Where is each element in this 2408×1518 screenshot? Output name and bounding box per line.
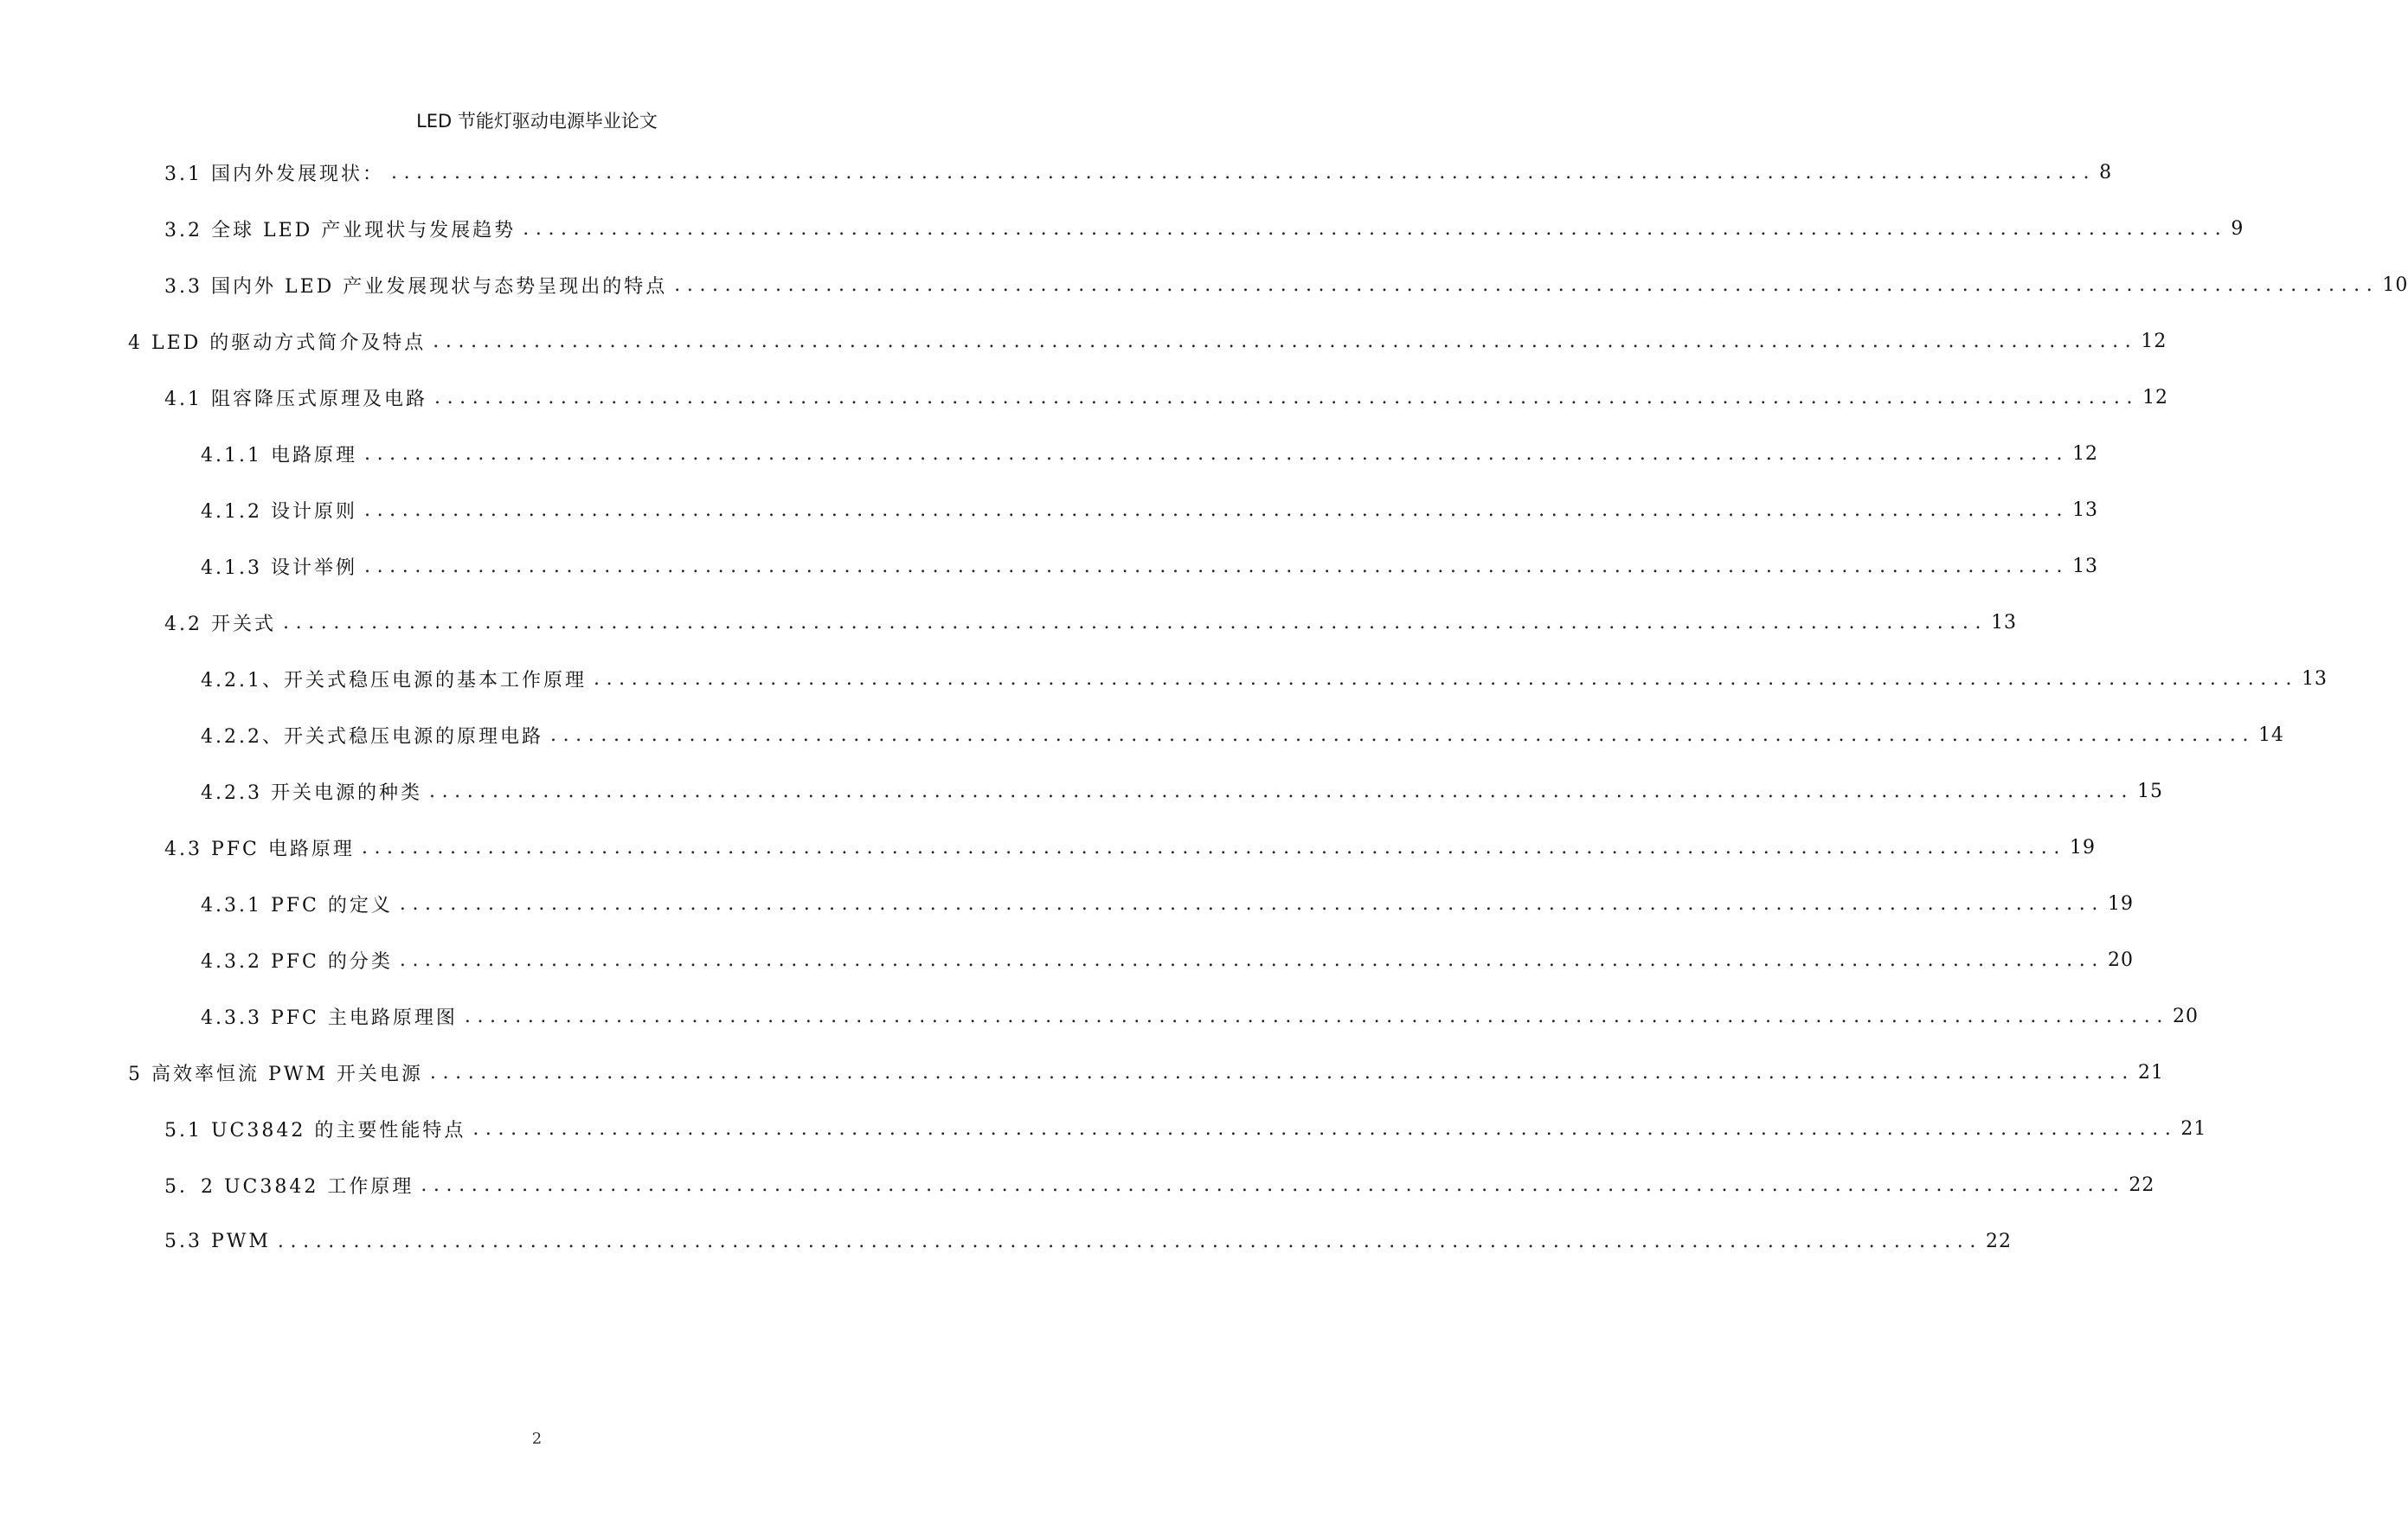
toc-entry-page: 20	[2107, 949, 2134, 971]
running-header: LED 节能灯驱动电源毕业论文	[416, 111, 658, 132]
toc-entry-page: 13	[2072, 555, 2099, 577]
toc-entry-page: 13	[2072, 498, 2099, 521]
toc-entry[interactable]	[201, 664, 2328, 693]
toc-entry-label: 4.3 PFC 电路原理	[164, 838, 355, 860]
toc-entry-page: 14	[2258, 724, 2285, 746]
dot-leader: .......................................................................................................................................	[277, 1230, 1982, 1252]
toc-entry-page: 21	[2180, 1117, 2207, 1140]
dot-leader: .......................................................................................................................................	[674, 273, 2379, 296]
toc-entry[interactable]	[164, 383, 2169, 412]
dot-leader: .......................................................................................................................................	[464, 1005, 2169, 1027]
toc-entry-page: 13	[2302, 667, 2328, 690]
toc-entry[interactable]	[201, 1001, 2199, 1031]
dot-leader: .......................................................................................................................................	[593, 667, 2299, 690]
dot-leader: .......................................................................................................................................	[363, 555, 2070, 577]
toc-entry-page: 8	[2099, 161, 2113, 183]
dot-leader: .......................................................................................................................................	[282, 611, 1988, 634]
dot-leader: .......................................................................................................................................	[390, 161, 2097, 183]
dot-leader: .......................................................................................................................................	[523, 217, 2228, 240]
toc-entry-label: 3.2 全球 LED 产业现状与发展趋势	[164, 219, 517, 241]
toc-entry-label: 4.3.2 PFC 的分类	[201, 950, 393, 973]
dot-leader: .......................................................................................................................................	[433, 330, 2138, 352]
toc-entry-label: 4.2.2、开关式稳压电源的原理电路	[201, 725, 543, 748]
toc-entry-label: 5.3 PWM	[164, 1230, 271, 1252]
toc-entry[interactable]	[164, 608, 2018, 637]
toc-entry[interactable]	[164, 1226, 2012, 1256]
toc-entry-page: 10	[2382, 273, 2408, 296]
toc-entry[interactable]	[201, 945, 2134, 974]
dot-leader: .......................................................................................................................................	[549, 724, 2256, 746]
toc-entry-label: 4.2.1、开关式稳压电源的基本工作原理	[201, 669, 587, 691]
toc-entry[interactable]	[164, 270, 2408, 299]
toc-entry-label: 4.1 阻容降压式原理及电路	[164, 388, 427, 410]
toc-entry-page: 12	[2072, 442, 2099, 465]
toc-entry[interactable]	[201, 551, 2099, 581]
toc-entry-label: 4.1.2 设计原则	[201, 500, 357, 523]
toc-entry-label: 5.1 UC3842 的主要性能特点	[164, 1119, 466, 1142]
dot-leader: .......................................................................................................................................	[433, 386, 2140, 408]
dot-leader: .......................................................................................................................................	[363, 442, 2070, 465]
toc-entry-page: 12	[2142, 386, 2169, 408]
toc-entry-page: 19	[2069, 836, 2096, 859]
toc-entry-label: 4.3.3 PFC 主电路原理图	[201, 1007, 458, 1029]
toc-entry[interactable]	[164, 214, 2244, 243]
dot-leader: .......................................................................................................................................	[472, 1117, 2178, 1140]
toc-entry-label: 4.3.1 PFC 的定义	[201, 894, 393, 917]
toc-entry-page: 19	[2107, 892, 2134, 915]
toc-entry-label: 3.3 国内外 LED 产业发展现状与态势呈现出的特点	[164, 275, 668, 298]
toc-entry-page: 12	[2141, 330, 2167, 352]
toc-entry-label: 4 LED 的驱动方式简介及特点	[128, 331, 427, 354]
toc-entry-label: 4.1.1 电路原理	[201, 444, 357, 466]
dot-leader: .......................................................................................................................................	[399, 949, 2104, 971]
toc-entry-label: 4.2 开关式	[164, 613, 276, 635]
toc-entry[interactable]	[164, 158, 2113, 187]
toc-entry-page: 22	[2129, 1174, 2155, 1196]
dot-leader: .......................................................................................................................................	[363, 498, 2070, 521]
toc-entry-page: 9	[2231, 217, 2244, 240]
dot-leader: .......................................................................................................................................	[399, 892, 2104, 915]
toc-entry-label: 5 高效率恒流 PWM 开关电源	[128, 1063, 423, 1085]
toc-entry[interactable]	[201, 889, 2134, 918]
toc-entry-label: 4.1.3 设计举例	[201, 556, 357, 579]
toc-entry-label: 5．2 UC3842 工作原理	[164, 1175, 414, 1198]
toc-entry[interactable]	[164, 833, 2096, 862]
toc-entry[interactable]	[201, 776, 2164, 806]
toc-entry[interactable]	[201, 495, 2099, 524]
toc-entry[interactable]	[128, 1058, 2164, 1087]
dot-leader: .......................................................................................................................................	[428, 780, 2135, 802]
toc-entry-page: 21	[2138, 1061, 2164, 1084]
toc-entry[interactable]	[201, 439, 2099, 468]
toc-entry[interactable]	[201, 720, 2285, 749]
toc-entry-label: 3.1 国内外发展现状：	[164, 163, 384, 185]
toc-entry[interactable]	[164, 1114, 2207, 1143]
dot-leader: .......................................................................................................................................	[429, 1061, 2135, 1084]
page-number: 2	[531, 1430, 543, 1448]
toc-entry-label: 4.2.3 开关电源的种类	[201, 782, 422, 804]
toc-entry-page: 20	[2172, 1005, 2199, 1027]
toc-entry-page: 15	[2137, 780, 2164, 802]
toc-entry[interactable]	[128, 326, 2167, 356]
toc-entry-page: 22	[1986, 1230, 2012, 1252]
dot-leader: .......................................................................................................................................	[421, 1174, 2126, 1196]
dot-leader: .......................................................................................................................................	[361, 836, 2066, 859]
toc-entry[interactable]	[164, 1170, 2155, 1200]
toc-entry-page: 13	[1991, 611, 2018, 634]
